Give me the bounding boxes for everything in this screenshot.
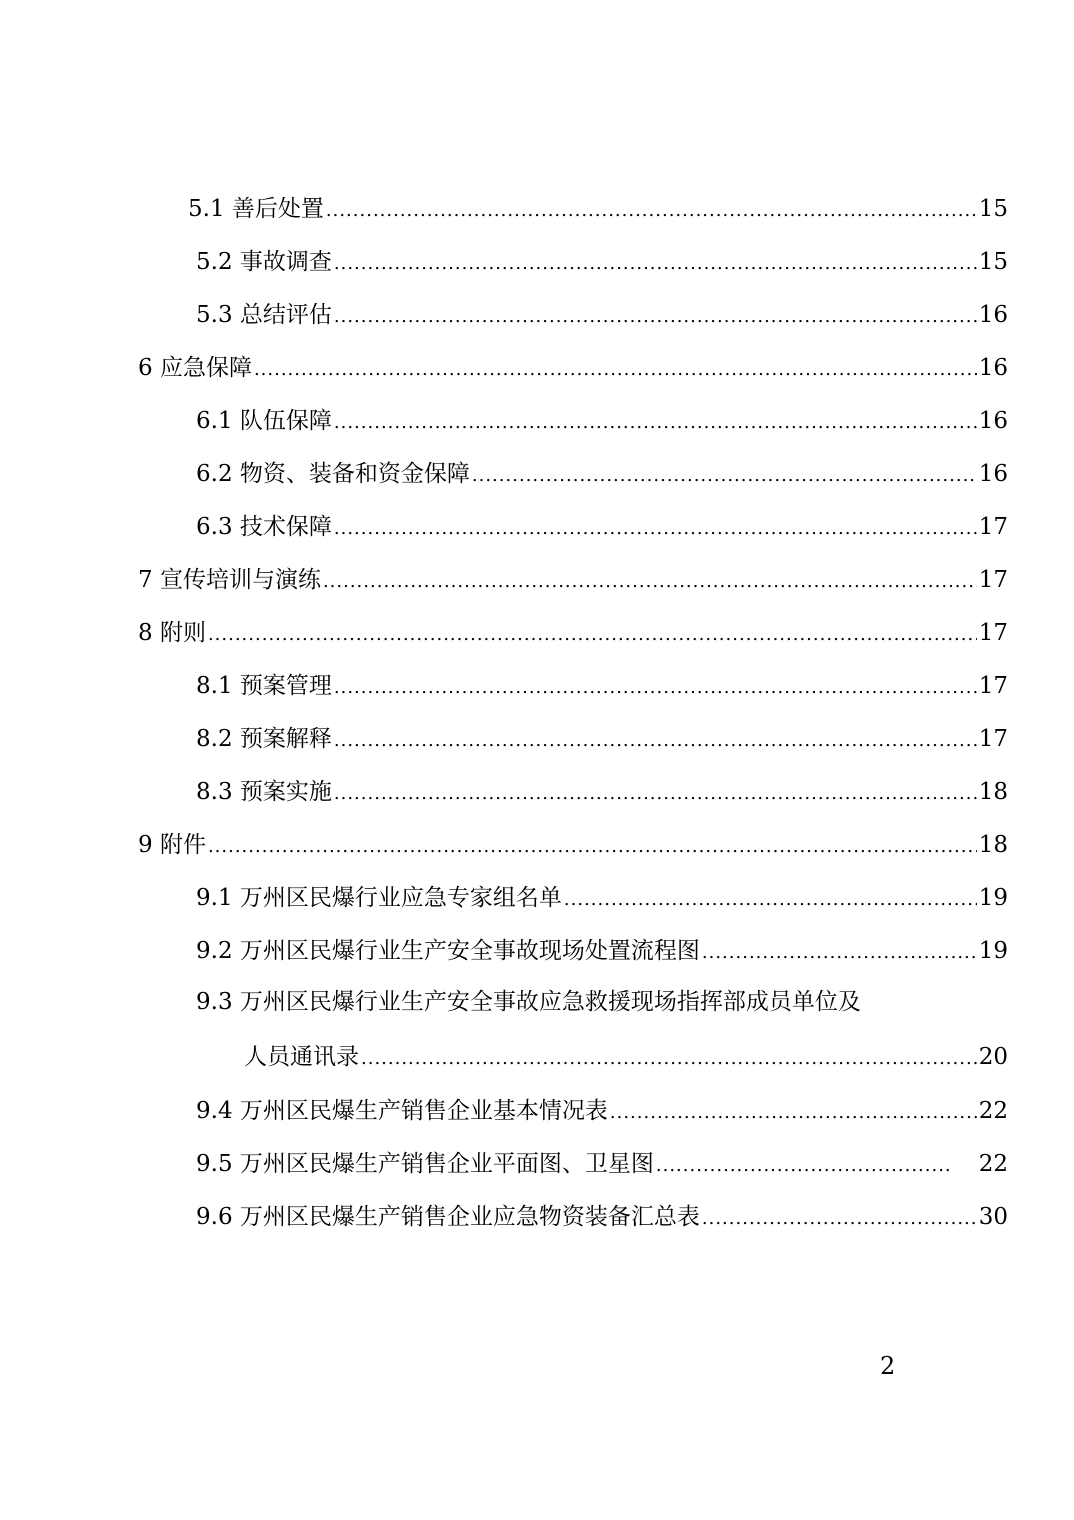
toc-leader-dots bbox=[323, 569, 977, 595]
toc-leader-dots bbox=[361, 1046, 977, 1072]
toc-leader-dots bbox=[564, 887, 977, 913]
toc-entry-page: 17 bbox=[978, 673, 1008, 699]
toc-entry bbox=[196, 237, 1008, 277]
toc-leader-dots bbox=[254, 357, 977, 383]
toc-entry-label: 6 应急保障 bbox=[138, 355, 252, 381]
toc-entry bbox=[138, 555, 1008, 595]
toc-entry-label: 7 宣传培训与演练 bbox=[138, 567, 321, 593]
toc-entry bbox=[196, 290, 1008, 330]
toc-entry bbox=[196, 396, 1008, 436]
toc-entry-page: 17 bbox=[978, 567, 1008, 593]
toc-leader-dots bbox=[208, 834, 977, 860]
toc-entry-label: 9.3 万州区民爆行业生产安全事故应急救援现场指挥部成员单位及 bbox=[196, 989, 861, 1015]
toc-entry bbox=[196, 449, 1008, 489]
toc-entry-page: 18 bbox=[978, 832, 1008, 858]
toc-entry-page: 16 bbox=[978, 355, 1008, 381]
toc-entry-label: 9.6 万州区民爆生产销售企业应急物资装备汇总表 bbox=[196, 1204, 700, 1230]
toc-entry-page: 19 bbox=[978, 938, 1008, 964]
toc-entry-page: 16 bbox=[978, 302, 1008, 328]
toc-entry bbox=[188, 184, 1008, 224]
toc-entry bbox=[196, 714, 1008, 754]
toc-entry bbox=[244, 1032, 1008, 1072]
toc-entry bbox=[138, 343, 1008, 383]
toc-entry-label: 6.1 队伍保障 bbox=[196, 408, 332, 434]
toc-entry-page: 22 bbox=[978, 1098, 1008, 1124]
toc-entry-label: 8 附则 bbox=[138, 620, 206, 646]
toc-entry bbox=[138, 820, 1008, 860]
toc-entry-label: 8.3 预案实施 bbox=[196, 779, 332, 805]
toc-entry-label: 8.2 预案解释 bbox=[196, 726, 332, 752]
toc-leader-dots bbox=[702, 940, 977, 966]
toc-leader-dots bbox=[334, 781, 977, 807]
toc-entry-page: 19 bbox=[978, 885, 1008, 911]
toc-entry-page: 30 bbox=[978, 1204, 1008, 1230]
page-number: 2 bbox=[880, 1352, 896, 1380]
toc-leader-dots bbox=[656, 1153, 953, 1179]
toc-entry-page: 16 bbox=[978, 408, 1008, 434]
toc-entry-label: 9.4 万州区民爆生产销售企业基本情况表 bbox=[196, 1098, 608, 1124]
toc-entry-label: 6.3 技术保障 bbox=[196, 514, 332, 540]
toc-entry-label: 9 附件 bbox=[138, 832, 206, 858]
toc-entry bbox=[138, 608, 1008, 648]
toc-entry bbox=[196, 502, 1008, 542]
toc-entry bbox=[196, 873, 1008, 913]
toc-entry-page: 17 bbox=[978, 514, 1008, 540]
toc-leader-dots bbox=[334, 251, 977, 277]
toc-leader-dots bbox=[334, 410, 977, 436]
toc-entry-label: 5.1 善后处置 bbox=[188, 196, 324, 222]
toc-entry-page: 22 bbox=[978, 1151, 1008, 1177]
toc-leader-dots bbox=[334, 304, 977, 330]
toc-entry-page: 18 bbox=[978, 779, 1008, 805]
toc-leader-dots bbox=[326, 198, 977, 224]
toc-leader-dots bbox=[334, 728, 977, 754]
toc-entry bbox=[196, 926, 1008, 966]
toc-leader-dots bbox=[610, 1100, 977, 1126]
toc-entry bbox=[196, 1086, 1008, 1126]
toc-entry-label: 9.5 万州区民爆生产销售企业平面图、卫星图 bbox=[196, 1151, 654, 1177]
toc-entry-page: 15 bbox=[978, 196, 1008, 222]
toc-entry-page: 20 bbox=[978, 1044, 1008, 1070]
toc-entry bbox=[196, 661, 1008, 701]
toc-entry bbox=[196, 767, 1008, 807]
toc-entry-label: 9.1 万州区民爆行业应急专家组名单 bbox=[196, 885, 562, 911]
toc-entry bbox=[196, 1192, 1008, 1232]
toc-entry-page: 17 bbox=[978, 726, 1008, 752]
toc-entry-label: 8.1 预案管理 bbox=[196, 673, 332, 699]
toc-entry-label: 9.2 万州区民爆行业生产安全事故现场处置流程图 bbox=[196, 938, 700, 964]
toc-entry-label: 5.2 事故调查 bbox=[196, 249, 332, 275]
toc-leader-dots bbox=[334, 516, 977, 542]
toc-entry-page: 16 bbox=[978, 461, 1008, 487]
toc-leader-dots bbox=[334, 675, 977, 701]
toc-entry-page: 17 bbox=[978, 620, 1008, 646]
toc-leader-dots bbox=[472, 463, 977, 489]
toc-entry-label: 6.2 物资、装备和资金保障 bbox=[196, 461, 470, 487]
toc-leader-dots bbox=[208, 622, 977, 648]
toc-entry-page: 15 bbox=[978, 249, 1008, 275]
toc-leader-dots bbox=[702, 1206, 977, 1232]
toc-entry-continuation: 人员通讯录 bbox=[244, 1044, 359, 1070]
toc-entry bbox=[196, 1139, 1008, 1179]
toc-entry-label: 5.3 总结评估 bbox=[196, 302, 332, 328]
